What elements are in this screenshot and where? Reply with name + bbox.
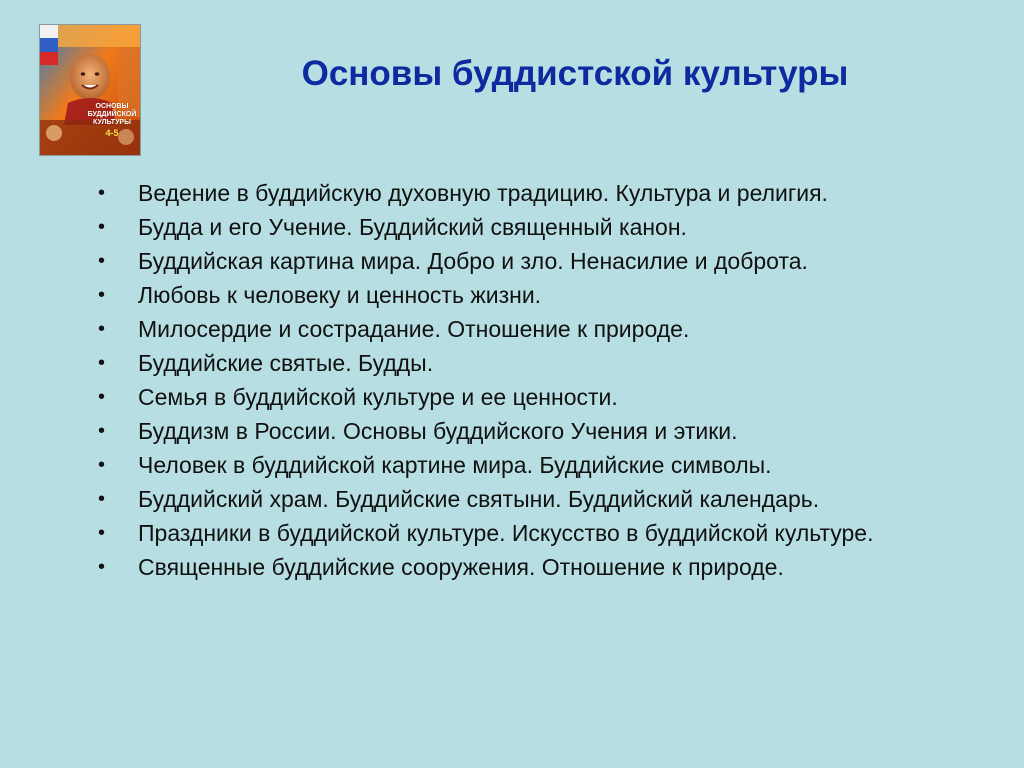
- bullet-icon: •: [98, 250, 106, 272]
- book-cover-grade: 4-5: [105, 128, 119, 138]
- bullet-icon: •: [98, 556, 106, 578]
- topic-text: Любовь к человеку и ценность жизни.: [138, 282, 542, 308]
- topic-item: [96, 520, 958, 546]
- topic-text: Праздники в буддийской культуре. Искусство в буддийской культуре.: [138, 520, 874, 546]
- bullet-icon: •: [98, 420, 106, 442]
- topic-item: [96, 486, 996, 512]
- topic-item: [96, 452, 996, 478]
- topic-list: [96, 180, 996, 588]
- topic-text: Человек в буддийской картине мира. Буддийские символы.: [138, 452, 772, 478]
- bullet-icon: •: [98, 352, 106, 374]
- bullet-icon: •: [98, 284, 106, 306]
- topic-item: [96, 248, 996, 274]
- topic-text: Священные буддийские сооружения. Отношение к природе.: [138, 554, 784, 580]
- book-cover-image: [39, 24, 141, 156]
- topic-item: [96, 180, 996, 206]
- topic-item: [96, 350, 996, 376]
- topic-text: Буддизм в России. Основы буддийского Учения и этики.: [138, 418, 738, 444]
- bullet-icon: •: [98, 488, 106, 510]
- topic-item: [96, 282, 996, 308]
- bullet-icon: •: [98, 182, 106, 204]
- bullet-icon: •: [98, 318, 106, 340]
- topic-item: [96, 418, 996, 444]
- topic-item: [96, 384, 996, 410]
- bullet-icon: •: [98, 386, 106, 408]
- topic-text: Ведение в буддийскую духовную традицию. Культура и религия.: [138, 180, 828, 206]
- topic-text: Буддийский храм. Буддийские святыни. Буддийский календарь.: [138, 486, 820, 512]
- bullet-icon: •: [98, 216, 106, 238]
- topic-item: [96, 214, 996, 240]
- topic-text: Милосердие и сострадание. Отношение к природе.: [138, 316, 690, 342]
- book-cover-title: ОСНОВЫ БУДДИЙСКОЙ КУЛЬТУРЫ 4-5: [84, 103, 140, 139]
- slide-title: Основы буддистской культуры: [301, 54, 849, 93]
- bullet-icon: •: [98, 454, 106, 476]
- bullet-icon: •: [98, 522, 106, 544]
- topic-item: [96, 316, 996, 342]
- topic-text: Буддийская картина мира. Добро и зло. Ненасилие и доброта.: [138, 248, 808, 274]
- topic-text: Буддийские святые. Будды.: [138, 350, 434, 376]
- topic-text: Будда и его Учение. Буддийский священный канон.: [138, 214, 687, 240]
- topic-text: Семья в буддийской культуре и ее ценности.: [138, 384, 618, 410]
- topic-item: [96, 554, 996, 580]
